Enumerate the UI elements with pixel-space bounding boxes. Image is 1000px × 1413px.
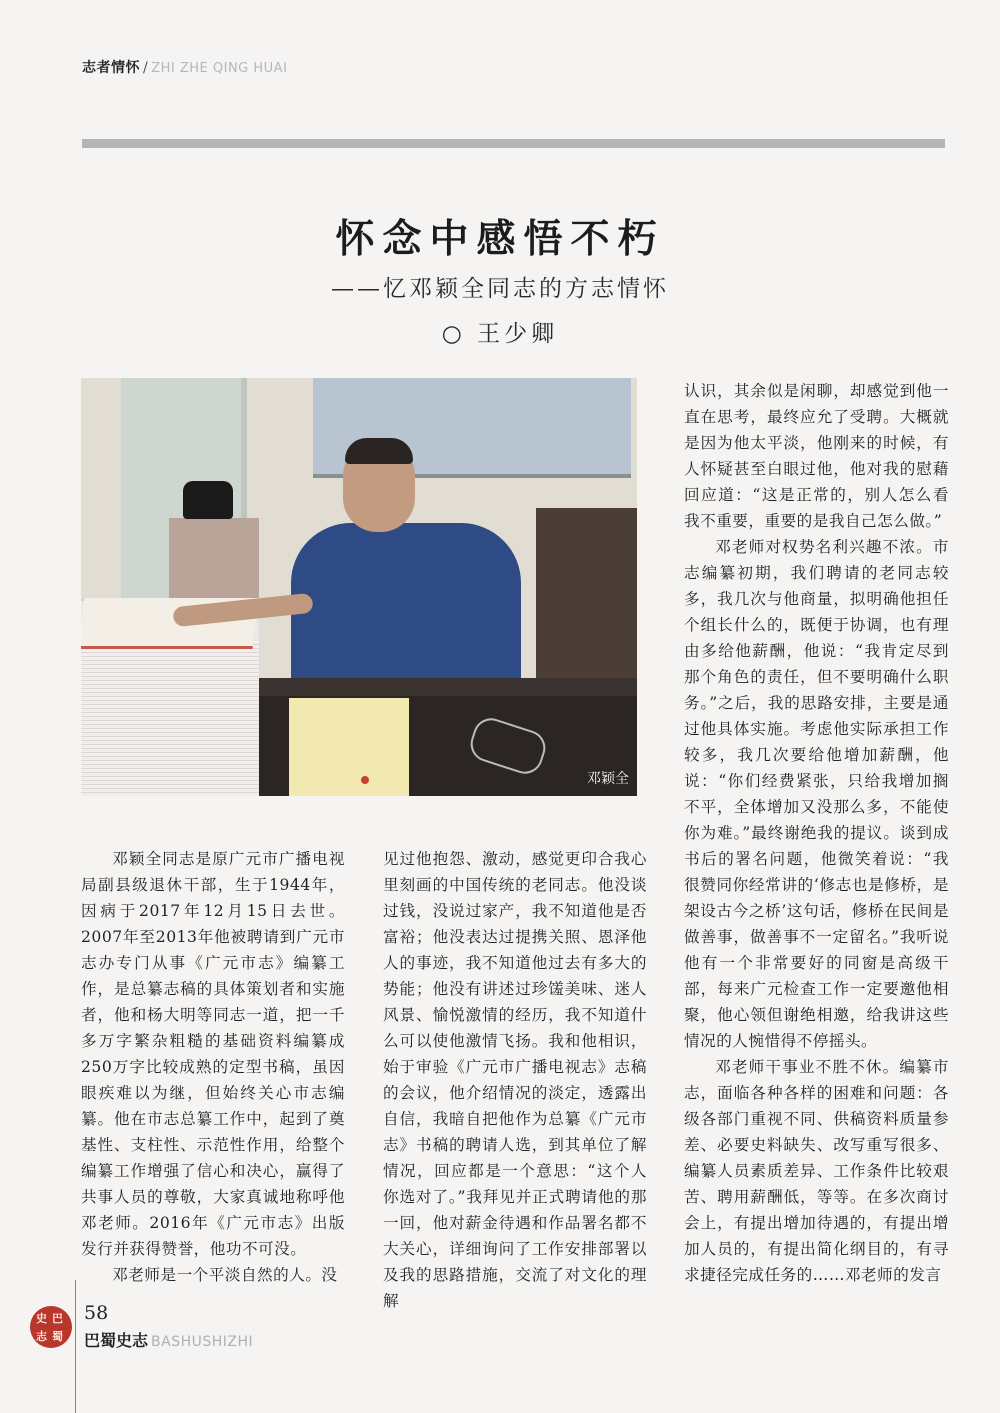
photo-bag	[183, 481, 233, 519]
photo-person-hair	[345, 438, 413, 464]
journal-name-en: BASHUSHIZHI	[151, 1334, 254, 1350]
text-column-3	[684, 378, 949, 1288]
journal-name	[84, 1328, 253, 1351]
text-column-1	[81, 846, 345, 1288]
article-photo	[81, 378, 637, 796]
journal-seal-logo	[30, 1306, 72, 1348]
section-latin: ZHI ZHE QING HUAI	[151, 61, 288, 76]
paragraph: 邓颖全同志是原广元市广播电视局副县级退休干部，生于1944年，因病于2017年12月15日去世。2007年至2013年他被聘请到广元市志办专门从事《广元市志》编纂工作，是总纂志稿的具体策划者和实施者，他和杨大明等同志一道，把一千多万字繁杂粗糙的基础资料编纂成250万字比较成熟的定型书稿，虽因眼疾难以为继，但始终关心市志编纂。他在市志总纂工作中，起到了奠基性、支柱性、示范性作用，给整个编纂工作增强了信心和决心，赢得了共事人员的尊敬，大家真诚地称呼他邓老师。2016年《广元市志》出版发行并获得赞誉，他功不可没。	[81, 850, 345, 1258]
paragraph: 邓老师是一个平淡自然的人。没	[112, 1266, 338, 1284]
photo-cabinet	[536, 508, 637, 698]
paragraph: 邓老师对权势名利兴趣不浓。市志编纂初期，我们聘请的老同志较多，我几次与他商量，拟明确他担任个组长什么的，既便于协调，也有理由多给他薪酬，他说：“我肯定尽到那个角色的责任，但不要明确什么职务。”之后，我的思路安排，主要是通过他具体实施。考虑他实际承担工作较多，我几次要给他增加薪酬，他说：“你们经费紧张，只给我增加搁不平，全体增加又没那么多，不能使你为难。”最终谢绝我的提议。谈到成书后的署名问题，他微笑着说：“我很赞同你经常讲的‘修志也是修桥，是架设古今之桥’这句话，修桥在民间是做善事，做善事不一定留名。”我听说他有一个非常要好的同窗是高级干部，每来广元检查工作一定要邀他相聚，他心领但谢绝相邀，给我讲这些情况的人惋惜得不停摇头。	[684, 538, 949, 1050]
seal-char: 史	[36, 1312, 47, 1325]
seal-char: 蜀	[52, 1330, 63, 1343]
text-column-2	[383, 846, 647, 1314]
paragraph: 邓老师干事业不胜不休。编纂市志，面临各种各样的困难和问题：各级各部门重视不同、供稿资料质量参差、必要史料缺失、改写重写很多、编纂人员素质差异、工作条件比较艰苦、聘用薪酬低，等等。在多次商讨会上，有提出增加待遇的，有提出增加人员的，有提出简化纲目的，有寻求捷径完成任务的……邓老师的发言	[684, 1058, 949, 1284]
article-subtitle: ——忆邓颖全同志的方志情怀	[331, 276, 669, 302]
photo-book	[289, 698, 409, 796]
seal-char: 志	[36, 1330, 47, 1343]
article-author: ○ 王少卿	[441, 321, 559, 347]
paragraph: 认识，其余似是闲聊，却感觉到他一直在思考，最终应允了受聘。大概就是因为他太平淡，他刚来的时候，有人怀疑甚至白眼过他，他对我的慰藉回应道：“这是正常的，别人怎么看我不重要，重要的是我自己怎么做。”	[684, 382, 949, 530]
section-slash: /	[143, 60, 149, 76]
journal-name-cn: 巴蜀史志	[84, 1331, 149, 1350]
photo-caption: 邓颖全	[587, 771, 629, 787]
seal-char: 巴	[52, 1312, 63, 1325]
article-title: 怀念中感悟不朽	[335, 216, 665, 262]
footer-divider	[75, 1280, 76, 1413]
section-name: 志者情怀	[82, 60, 140, 76]
section-header	[82, 57, 287, 77]
header-rule	[82, 139, 945, 148]
paragraph: 见过他抱怨、激动，感觉更印合我心里刻画的中国传统的老同志。他没谈过钱，没说过家产，我不知道他是否富裕；他没表达过提携关照、恩泽他人的事迹，我不知道他过去有多大的势能；他没有讲述过珍馐美味、迷人风景、愉悦激情的经历，我不知道什么可以使他激情飞扬。我和他相识，始于审验《广元市广播电视志》志稿的会议，他介绍情况的淡定，透露出自信，我暗自把他作为总纂《广元市志》书稿的聘请人选，到其单位了解情况，回应都是一个意思：“这个人你选对了。”我拜见并正式聘请他的那一回，他对薪金待遇和作品署名都不大关心，详细询问了工作安排部署以及我的思路措施，交流了对文化的理解	[383, 850, 647, 1310]
page-number: 58	[84, 1302, 109, 1324]
